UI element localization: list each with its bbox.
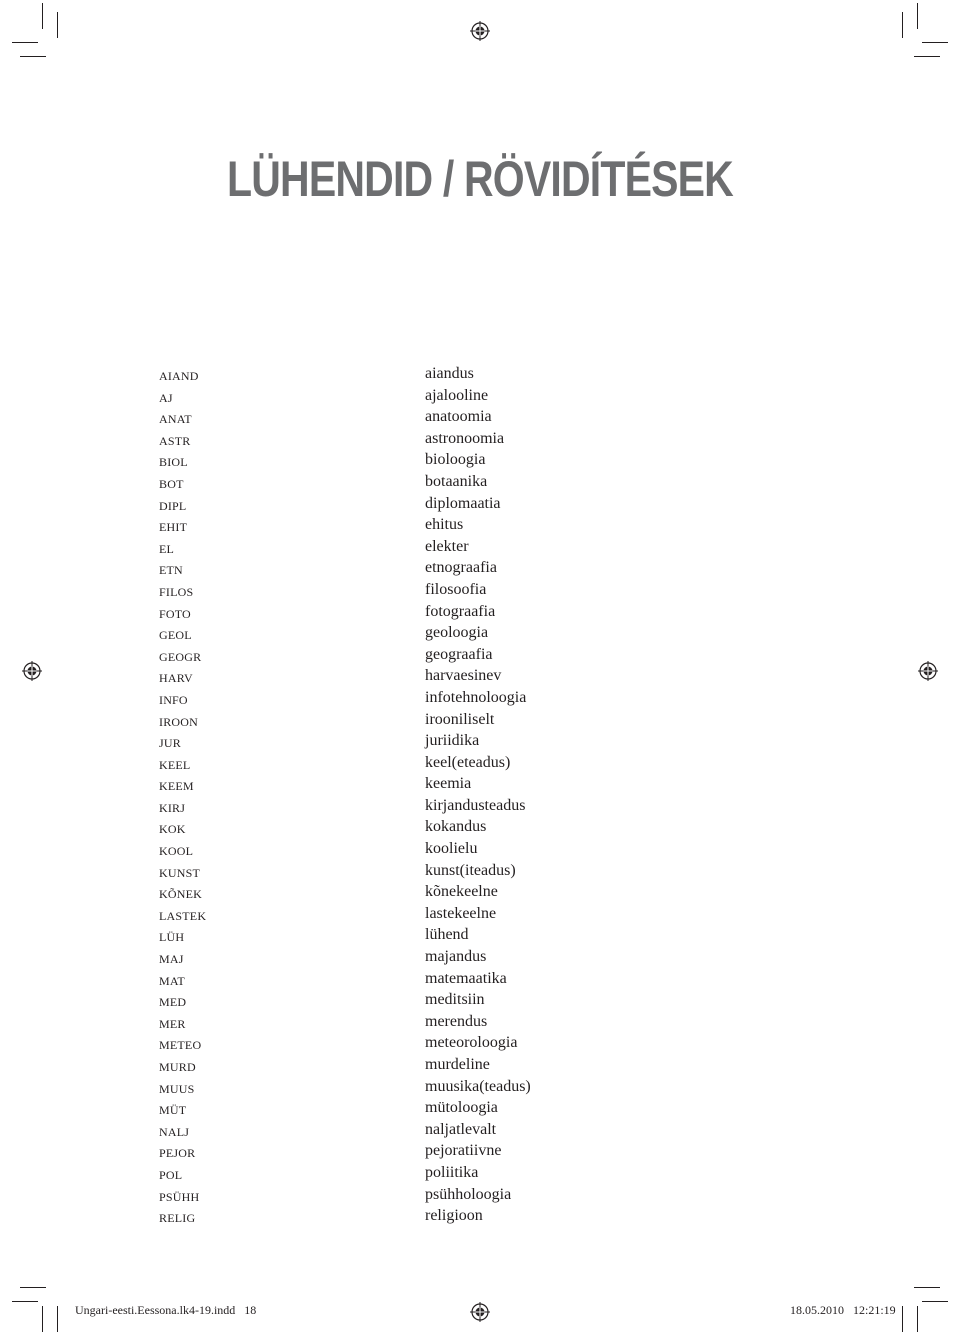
full-term: ehitus xyxy=(425,516,464,534)
list-item xyxy=(159,450,659,472)
list-item xyxy=(159,1033,659,1055)
crop-mark xyxy=(917,1306,918,1332)
full-term: koolielu xyxy=(425,840,478,858)
abbreviation: IROON xyxy=(159,714,198,729)
crop-mark xyxy=(902,12,903,38)
full-term: botaanika xyxy=(425,472,488,490)
crop-mark xyxy=(20,56,46,57)
abbreviation: HARV xyxy=(159,671,193,686)
abbreviation: INFO xyxy=(159,692,188,707)
abbreviation: EHIT xyxy=(159,520,188,535)
abbreviation: MAJ xyxy=(159,952,184,967)
list-item xyxy=(159,623,659,645)
full-term: fotograafia xyxy=(425,602,496,620)
list-item xyxy=(159,947,659,969)
full-term: majandus xyxy=(425,948,487,966)
abbreviation: DIPL xyxy=(159,498,187,513)
list-item xyxy=(159,666,659,688)
abbreviation: MED xyxy=(159,995,187,1010)
list-item xyxy=(159,494,659,516)
abbreviation: JUR xyxy=(159,736,181,751)
full-term: lühend xyxy=(425,926,469,944)
full-term: muusika(teadus) xyxy=(425,1077,531,1095)
abbreviation: PEJOR xyxy=(159,1146,196,1161)
registration-mark-icon xyxy=(918,661,938,681)
list-item xyxy=(159,882,659,904)
abbreviation: FILOS xyxy=(159,584,194,599)
list-item xyxy=(159,1077,659,1099)
list-item xyxy=(159,472,659,494)
list-item xyxy=(159,558,659,580)
crop-mark xyxy=(20,1287,46,1288)
full-term: kõnekeelne xyxy=(425,883,498,901)
abbreviation: KOOL xyxy=(159,844,194,859)
full-term: keel(eteadus) xyxy=(425,753,511,771)
list-item xyxy=(159,990,659,1012)
list-item xyxy=(159,645,659,667)
full-term: kokandus xyxy=(425,818,487,836)
list-item xyxy=(159,731,659,753)
abbreviation: LASTEK xyxy=(159,908,207,923)
abbreviation: FOTO xyxy=(159,606,191,621)
abbreviation: MÜT xyxy=(159,1103,187,1118)
crop-mark xyxy=(922,1301,948,1302)
list-item xyxy=(159,580,659,602)
crop-mark xyxy=(914,56,940,57)
full-term: bioloogia xyxy=(425,451,486,469)
full-term: murdeline xyxy=(425,1056,490,1073)
abbreviation: AJ xyxy=(159,390,173,405)
full-term: geograafia xyxy=(425,645,493,663)
full-term: pejoratiivne xyxy=(425,1142,502,1160)
abbreviation: ASTR xyxy=(159,433,191,448)
list-item xyxy=(159,969,659,991)
full-term: keemia xyxy=(425,775,472,793)
slug-datetime: 18.05.2010 12:21:19 xyxy=(790,1303,896,1317)
abbreviation: KIRJ xyxy=(159,800,186,815)
registration-mark-icon xyxy=(470,21,490,41)
full-term: merendus xyxy=(425,1012,488,1030)
full-term: aiandus xyxy=(425,365,474,382)
full-term: juriidika xyxy=(425,732,480,750)
full-term: meteoroloogia xyxy=(425,1034,518,1052)
full-term: kirjandusteadus xyxy=(425,796,526,814)
abbreviation: ANAT xyxy=(159,412,192,427)
abbreviation: MER xyxy=(159,1016,186,1031)
list-item xyxy=(159,1185,659,1207)
abbreviation-list xyxy=(159,364,659,1228)
list-item xyxy=(159,1055,659,1077)
abbreviation: KUNST xyxy=(159,865,201,880)
list-item xyxy=(159,407,659,429)
list-item xyxy=(159,710,659,732)
abbreviation: PSÜHH xyxy=(159,1189,200,1204)
list-item xyxy=(159,537,659,559)
crop-mark xyxy=(12,1301,38,1302)
abbreviation: BOT xyxy=(159,476,184,491)
abbreviation: MAT xyxy=(159,973,185,988)
abbreviation: POL xyxy=(159,1167,183,1182)
full-term: religioon xyxy=(425,1207,483,1225)
list-item xyxy=(159,1163,659,1185)
crop-mark xyxy=(917,3,918,29)
list-item xyxy=(159,796,659,818)
full-term: diplomaatia xyxy=(425,494,501,512)
full-term: etnograafia xyxy=(425,559,497,577)
list-item xyxy=(159,602,659,624)
abbreviation: METEO xyxy=(159,1038,202,1053)
abbreviation: MURD xyxy=(159,1060,196,1074)
full-term: lastekeelne xyxy=(425,904,497,922)
list-item xyxy=(159,1206,659,1228)
abbreviation: GEOL xyxy=(159,628,192,643)
list-item xyxy=(159,753,659,775)
slug-file-info: Ungari-eesti.Eessona.lk4-19.indd 18 xyxy=(75,1303,257,1317)
abbreviation: AIAND xyxy=(159,369,199,383)
list-item xyxy=(159,925,659,947)
abbreviation: NALJ xyxy=(159,1124,190,1139)
full-term: naljatlevalt xyxy=(425,1120,497,1138)
crop-mark xyxy=(42,1306,43,1332)
list-item xyxy=(159,861,659,883)
list-item xyxy=(159,1098,659,1120)
abbreviation: LÜH xyxy=(159,930,185,945)
list-item xyxy=(159,904,659,926)
crop-mark xyxy=(914,1287,940,1288)
abbreviation: EL xyxy=(159,541,175,556)
full-term: meditsiin xyxy=(425,991,485,1009)
list-item xyxy=(159,1141,659,1163)
crop-mark xyxy=(922,42,948,43)
full-term: astronoomia xyxy=(425,429,505,447)
abbreviation: KEEM xyxy=(159,779,194,794)
list-item xyxy=(159,817,659,839)
abbreviation: RELIG xyxy=(159,1211,196,1226)
crop-mark xyxy=(12,42,38,43)
list-item xyxy=(159,688,659,710)
list-item xyxy=(159,515,659,537)
full-term: harvaesinev xyxy=(425,667,502,685)
list-item xyxy=(159,429,659,451)
registration-mark-icon xyxy=(470,1302,490,1322)
full-term: psühholoogia xyxy=(425,1185,512,1203)
abbreviation: GEOGR xyxy=(159,649,202,664)
registration-mark-icon xyxy=(22,661,42,681)
full-term: ajalooline xyxy=(425,386,489,404)
full-term: kunst(iteadus) xyxy=(425,861,516,879)
abbreviation: MUUS xyxy=(159,1081,195,1096)
full-term: elekter xyxy=(425,537,469,555)
abbreviation: KOK xyxy=(159,822,186,837)
full-term: irooniliselt xyxy=(425,710,495,728)
full-term: matemaatika xyxy=(425,969,507,987)
abbreviation: BIOL xyxy=(159,455,188,470)
abbreviation: KEEL xyxy=(159,757,191,772)
crop-mark xyxy=(57,12,58,38)
crop-mark xyxy=(42,3,43,29)
full-term: filosoofia xyxy=(425,580,487,598)
list-item xyxy=(159,364,659,386)
list-item xyxy=(159,1120,659,1142)
full-term: geoloogia xyxy=(425,624,489,642)
list-item xyxy=(159,1012,659,1034)
abbreviation: ETN xyxy=(159,563,183,578)
full-term: mütoloogia xyxy=(425,1099,498,1117)
page-title: LÜHENDID / RÖVIDÍTÉSEK xyxy=(227,151,733,207)
full-term: infotehnoloogia xyxy=(425,688,527,706)
list-item xyxy=(159,839,659,861)
abbreviation: KÕNEK xyxy=(159,887,202,902)
full-term: poliitika xyxy=(425,1163,479,1181)
list-item xyxy=(159,386,659,408)
crop-mark xyxy=(57,1306,58,1332)
list-item xyxy=(159,774,659,796)
crop-mark xyxy=(902,1306,903,1332)
full-term: anatoomia xyxy=(425,408,492,426)
